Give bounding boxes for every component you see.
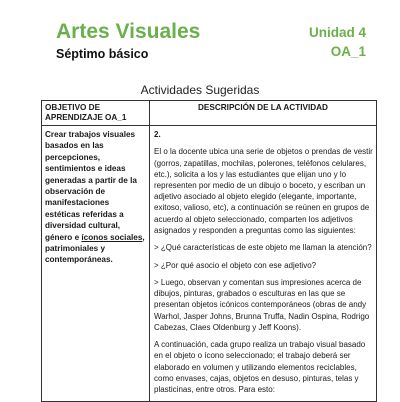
objective-text: Crear trabajos visuales basados en las percepciones, sentimientos e ideas generadas a partir de la observación de manifestaciones estéticas referidas a diversidad cultural, género e — [45, 130, 137, 242]
description-column-header: DESCRIPCIÓN DE LA ACTIVIDAD — [150, 101, 377, 126]
table-header-row — [42, 101, 377, 126]
description-cell — [150, 126, 377, 402]
activity-question: > ¿Qué características de este objeto me llaman la atención? — [154, 243, 372, 253]
table-row — [42, 126, 377, 402]
objective-link[interactable]: íconos sociales — [81, 232, 143, 242]
objective-cell — [42, 126, 150, 402]
grade-subtitle: Séptimo básico — [56, 47, 149, 61]
objective-code: OA_1 — [330, 44, 366, 59]
document-title: Artes Visuales — [56, 20, 201, 43]
unit-block — [309, 25, 366, 60]
objective-column-header: OBJETIVO DE APRENDIZAJE OA_1 — [42, 101, 150, 126]
activity-question: > ¿Por qué asocio el objeto con ese adjetivo? — [154, 260, 317, 270]
activity-number: 2. — [154, 130, 161, 139]
activity-paragraph: El o la docente ubica una serie de objetos o prendas de vestir (gorros, zapatillas, mochilas, polerones, teléfonos celulares, etc.), solicita a los y las estudiantes que elijan uno y lo representen por medio de un dibujo o boceto, y escriban un adjetivo asociado al objeto elegido (elegante, importante, exitoso, valioso, etc), a continuación se reúnen en grupos de acuerdo al objeto seleccionado, comparten los adjetivos asignados y responden a preguntas como las siguientes: — [154, 147, 373, 235]
title-block — [56, 20, 200, 62]
unit-label: Unidad 4 — [308, 25, 366, 40]
objective-text-end: , patrimoniales y contemporáneas. — [45, 232, 145, 265]
activity-paragraph: > Luego, observan y comentan sus impresiones acerca de dibujos, pinturas, grabados o esculturas en las que se presentan objetos icónicos contemporáneos (obras de andy Warhol, Jasper Johns, Brunna Truffa, Nadin Ospina, Rodrigo Cabezas, Claes Oldenburg y Jeff Koons). — [154, 277, 370, 332]
section-title: Actividades Sugeridas — [140, 83, 260, 97]
activity-paragraph: A continuación, cada grupo realiza un trabajo visual basado en el objeto o ícono seleccionado; el trabajo deberá ser elaborado en volumen y utilizando elementos reciclables, como envases, cajas, objetos en desuso, pinturas, telas y plasticinas, entre otros. Para esto: — [154, 340, 366, 394]
activity-table — [41, 100, 377, 402]
